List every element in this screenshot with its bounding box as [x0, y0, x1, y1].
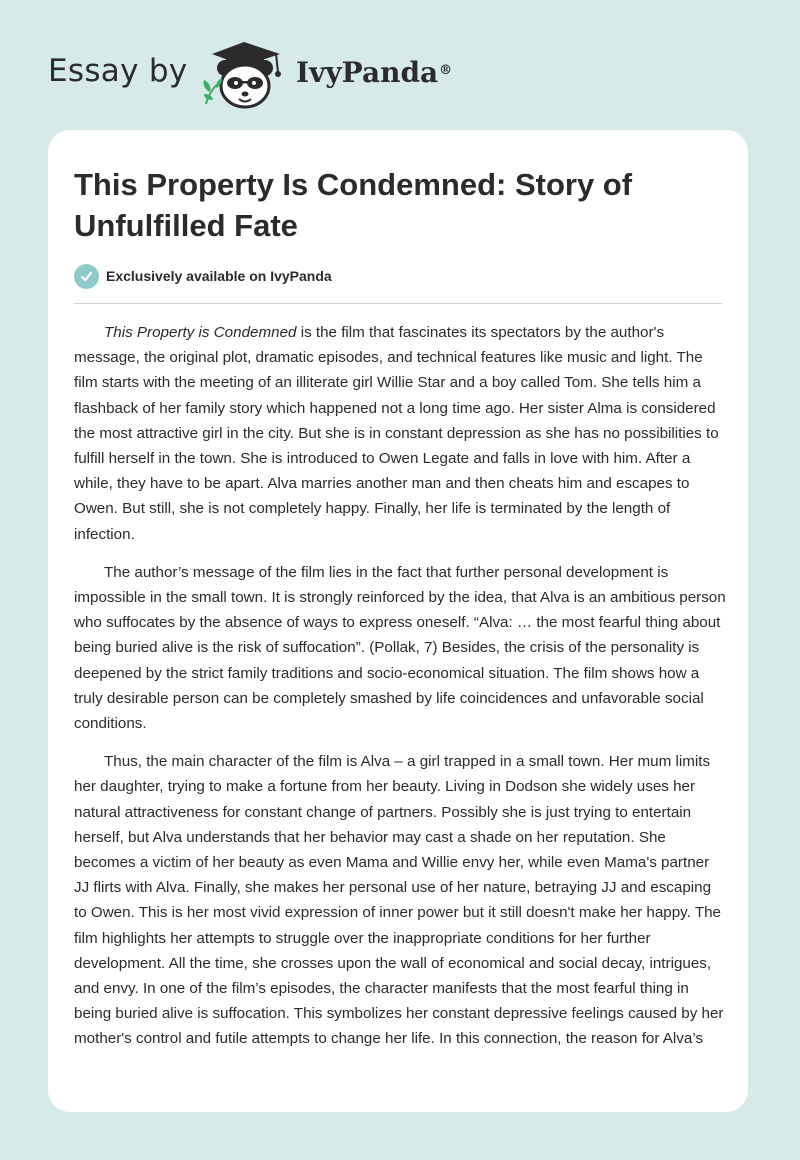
paragraph-3: Thus, the main character of the film is Alva – a girl trapped in a small town. Her mum limits her daughter, trying to make a fortune from her beauty. Living in Dodson she widely uses her natural attractiveness for constant change of partners. Possibly she is just trying to entertain herself, but Alva understands that her behavior may cast a shade on her reputation. She becomes a victim of her beauty as even Mama and Willie envy her, while even Mama's partner JJ flirts with Alva. Finally, she makes her personal use of her nature, betraying JJ and escaping to Owen. This is her most vivid expression of inner power but it still doesn't make her happy. The film highlights her attempts to struggle over the inappropriate conditions for her further development. All the time, she crosses upon the wall of economical and social decay, intrigues, and envy. In one of the film’s episodes, the character manifests that the most fearful thing in being buried alive is suffocation. This symbolizes her constant depressive feelings caused by her mother's control and futile attempts to change her life. In this connection, the reason for Alva’s: [74, 753, 724, 1048]
brand-logo-text[interactable]: IvyPanda®: [296, 56, 453, 89]
exclusive-badge: [74, 263, 332, 289]
panda-graduate-icon: [198, 38, 292, 110]
exclusive-label: Exclusively available on IvyPanda: [106, 268, 332, 284]
site-header: [0, 0, 800, 130]
paragraph-2: The author’s message of the film lies in the fact that further personal development is impossible in the small town. It is strongly reinforced by the idea, that Alva is an ambitious person who suffocates by the absence of ways to express oneself. “Alva: … the most fearful thing about being buried alive is the risk of suffocation”. (Pollak, 7) Besides, the crisis of the personality is deepened by the strict family traditions and socio-economical situation. The film shows how a truly desirable person can be completely smashed by life coincidences and unfavorable social conditions.: [74, 563, 726, 733]
paragraph-1: This Property is Condemned is the film that fascinates its spectators by the author's message, the original plot, dramatic episodes, and technical features like music and light. The film starts with the meeting of an illiterate girl Willie Star and a boy called Tom. She tells him a flashback of her family story which happened not a long time ago. Her sister Alma is considered the most attractive girl in the city. But she is in constant depression as she has no possibilities to fulfill herself in the town. She is introduced to Owen Legate and falls in love with him. After a while, they have to be apart. Alva marries another man and then cheats him and escapes to Owen. But still, she is not completely happy. Finally, her life is terminated by the length of infection.: [74, 324, 719, 543]
registered-mark: ®: [439, 63, 453, 78]
check-icon: [74, 264, 99, 289]
essay-body: [74, 320, 726, 1065]
essay-by-label: Essay by: [48, 53, 188, 89]
film-title-italic: This Property is Condemned: [104, 324, 297, 341]
essay-card: [48, 130, 748, 1112]
page-title: This Property Is Condemned: Story of Unfulfilled Fate: [74, 167, 633, 243]
divider: [74, 303, 722, 304]
